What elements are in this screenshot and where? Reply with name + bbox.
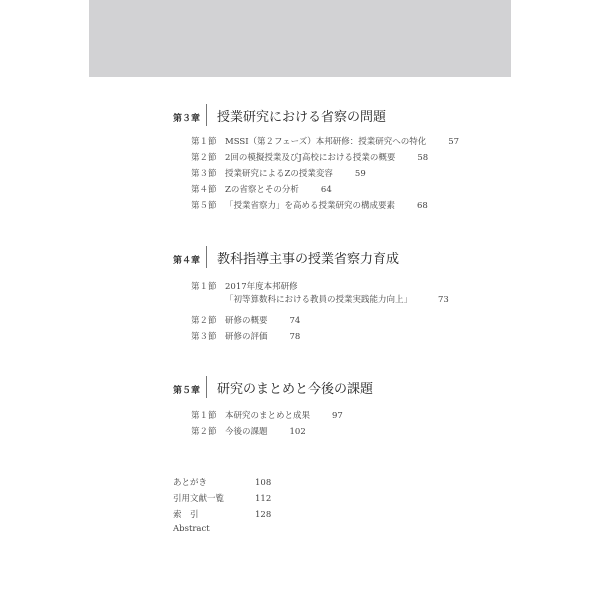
back-matter-entry[interactable] bbox=[173, 492, 271, 504]
chapter-title: 教科指導主事の授業省察力育成 bbox=[217, 252, 400, 267]
chapter-heading bbox=[173, 104, 513, 128]
chapter-title: 研究のまとめと今後の課題 bbox=[217, 382, 374, 397]
section-title: 本研究のまとめと成果 bbox=[225, 411, 311, 421]
section-page: 74 bbox=[289, 316, 301, 326]
section-number: 第３節 bbox=[191, 332, 217, 342]
back-matter-title: Abstract bbox=[173, 524, 210, 534]
back-matter-entry[interactable] bbox=[173, 476, 271, 488]
toc-entry[interactable] bbox=[191, 332, 300, 343]
section-page: 59 bbox=[354, 169, 366, 179]
toc-entry[interactable] bbox=[191, 137, 459, 148]
toc-entry[interactable] bbox=[191, 411, 343, 422]
toc-entry-continuation[interactable] bbox=[225, 295, 449, 306]
toc-entry[interactable] bbox=[191, 185, 332, 196]
section-page: 73 bbox=[438, 295, 449, 305]
toc-entry[interactable] bbox=[191, 153, 428, 164]
chapter-5 bbox=[173, 376, 513, 437]
chapter-divider bbox=[206, 246, 207, 268]
toc-entry[interactable] bbox=[191, 169, 366, 180]
section-title: 2回の模擬授業及びJ高校における授業の概要 bbox=[225, 153, 396, 163]
chapter-number: 第３章 bbox=[173, 114, 201, 124]
section-page: 102 bbox=[289, 427, 306, 437]
chapter-3 bbox=[173, 104, 513, 211]
toc-entry[interactable] bbox=[191, 201, 428, 212]
back-matter-page: 128 bbox=[255, 510, 272, 520]
chapter-heading bbox=[173, 246, 513, 270]
toc-entry[interactable] bbox=[191, 316, 300, 327]
section-title-line2: 「初等算数科における教員の授業実践能力向上」 bbox=[225, 295, 413, 305]
section-number: 第５節 bbox=[191, 201, 217, 211]
section-page: 64 bbox=[320, 185, 332, 195]
section-number: 第１節 bbox=[191, 137, 217, 147]
chapter-divider bbox=[206, 376, 207, 398]
section-title: Zの省察とその分析 bbox=[225, 185, 299, 195]
back-matter-title: あとがき bbox=[173, 478, 208, 488]
back-matter-page: 108 bbox=[255, 478, 272, 488]
toc-entry[interactable] bbox=[191, 427, 306, 438]
section-page: 57 bbox=[448, 137, 460, 147]
toc-entry[interactable] bbox=[191, 282, 298, 293]
section-number: 第１節 bbox=[191, 282, 217, 292]
back-matter-entry[interactable] bbox=[173, 508, 271, 520]
chapter-title: 授業研究における省察の問題 bbox=[217, 110, 387, 125]
section-page: 58 bbox=[417, 153, 429, 163]
section-title: 授業研究によるZの授業変容 bbox=[225, 169, 333, 179]
back-matter-page: 112 bbox=[255, 494, 272, 504]
back-matter-title: 引用文献一覧 bbox=[173, 494, 225, 504]
section-page: 97 bbox=[332, 411, 343, 421]
section-title: MSSI（第２フェーズ）本邦研修：授業研究への特化 bbox=[225, 137, 427, 147]
chapter-number: 第５章 bbox=[173, 386, 201, 396]
section-title: 「授業省察力」を高める授業研究の構成要素 bbox=[225, 201, 396, 211]
chapter-number: 第４章 bbox=[173, 256, 201, 266]
section-number: 第２節 bbox=[191, 427, 217, 437]
section-number: 第４節 bbox=[191, 185, 217, 195]
chapter-divider bbox=[206, 104, 207, 126]
section-number: 第３節 bbox=[191, 169, 217, 179]
section-number: 第２節 bbox=[191, 316, 217, 326]
section-title: 研修の概要 bbox=[225, 316, 268, 326]
section-number: 第２節 bbox=[191, 153, 217, 163]
chapter-4 bbox=[173, 246, 513, 342]
section-page: 68 bbox=[417, 201, 428, 211]
header-band bbox=[89, 0, 511, 77]
section-title: 今後の課題 bbox=[225, 427, 268, 437]
section-title: 研修の評価 bbox=[225, 332, 268, 342]
section-title: 2017年度本邦研修 bbox=[225, 282, 298, 292]
back-matter-title: 索 引 bbox=[173, 510, 199, 520]
section-page: 78 bbox=[289, 332, 301, 342]
back-matter-entry[interactable] bbox=[173, 524, 255, 534]
section-number: 第１節 bbox=[191, 411, 217, 421]
chapter-heading bbox=[173, 376, 513, 400]
